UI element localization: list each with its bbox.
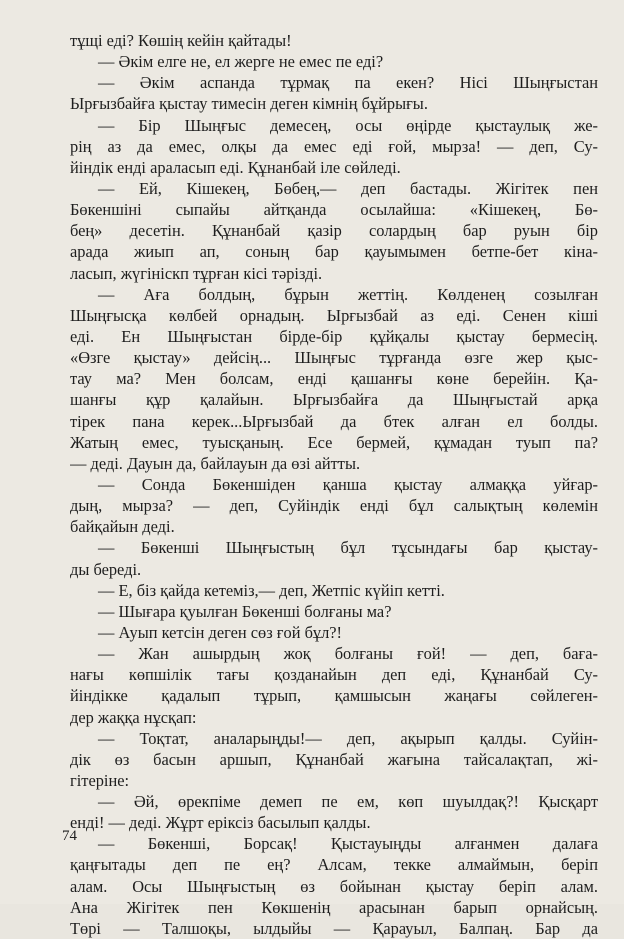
text-line: арада жиып ап, соның бар қауымымен бетпе-бет кіна- bbox=[70, 242, 598, 262]
text-line: — Тоқтат, аналарыңды!— деп, ақырып қалды. Суйін- bbox=[98, 728, 598, 748]
page-text bbox=[70, 30, 598, 939]
text-line: дер жаққа нұсқап: bbox=[70, 707, 197, 727]
text-line: Жатың емес, туысқаның. Есе бермей, құмадан туып па? bbox=[70, 432, 598, 452]
text-line: рің аз да емес, олқы да емес еді ғой, мырза! — деп, Су- bbox=[70, 136, 598, 156]
text-line: ды береді. bbox=[70, 559, 142, 579]
text-line: енді! — деді. Жұрт еріксіз басылып қалды. bbox=[70, 813, 371, 833]
text-line: алам. Осы Шыңғыстың өз бойынан қыстау беріп алам. bbox=[70, 876, 598, 896]
text-line: Төрі — Талшоқы, ылдыйы — Қарауыл, Балпаң. Бар да bbox=[70, 918, 598, 938]
text-line: — Әкім аспанда тұрмақ па екен? Нісі Шыңғыстан bbox=[98, 73, 598, 93]
text-line: Шыңғысқа көлбей орнадың. Ырғызбай аз еді. Сенен кіші bbox=[70, 305, 598, 325]
page-number: 74 bbox=[62, 828, 77, 844]
text-line: — Е, біз қайда кетеміз,— деп, Жетпіс күйіп кетті. bbox=[98, 580, 445, 600]
text-line: шанғы құр қалайын. Ырғызбайға да Шыңғыстай арқа bbox=[70, 390, 598, 410]
text-line: йіндік енді араласып еді. Құнанбай іле сөйледі. bbox=[70, 157, 401, 177]
text-line: тірек пана керек...Ырғызбай да бтек алған ел болды. bbox=[70, 411, 598, 431]
text-line: — Ауып кетсін деген сөз ғой бұл?! bbox=[98, 622, 343, 642]
text-line: байқайын деді. bbox=[70, 517, 175, 537]
text-line: — Сонда Бөкеншіден қанша қыстау алмаққа уйғар- bbox=[98, 474, 598, 494]
text-line: — Аға болдың, бұрын жеттің. Көлденең созылған bbox=[98, 284, 598, 304]
text-line: еді. Ен Шыңғыстан бірде-бір құйқалы қыстау бермесің. bbox=[70, 326, 598, 346]
text-line: — Әкім елге не, ел жерге не емес пе еді? bbox=[98, 52, 384, 72]
text-line: Ырғызбайға қыстау тимесін деген кімнің бұйрығы. bbox=[70, 94, 428, 114]
text-line: йіндікке қадалып тұрып, қамшысын жаңағы сөйлеген- bbox=[70, 686, 598, 706]
text-line: гітеріне: bbox=[70, 770, 130, 790]
text-line: Бөкеншіні сыпайы айтқанда осылайша: «Кішекең, Бө- bbox=[70, 200, 598, 220]
text-line: қаңғытады деп пе ең? Алсам, текке алмаймын, беріп bbox=[70, 855, 598, 875]
text-line: — деді. Дауын да, байлауын да өзі айтты. bbox=[70, 453, 361, 473]
text-line: бең» десетін. Құнанбай қазір солардың бар руын бір bbox=[70, 221, 598, 241]
text-line: нағы көпшілік тағы қозданайын деп еді, Құнанбай Су- bbox=[70, 665, 598, 685]
text-line: ласып, жүгініскп тұрған кісі тәрізді. bbox=[70, 263, 323, 283]
text-line: — Бір Шыңғыс демесең, осы өңірде қыстаулық же- bbox=[98, 115, 598, 135]
text-line: Ана Жігітек пен Көкшенің арасынан барып орнайсың. bbox=[70, 897, 598, 917]
text-line: тұщі еді? Көшің кейін қайтады! bbox=[70, 31, 292, 50]
text-line: — Жан ашырдың жоқ болғаны ғой! — деп, бағa- bbox=[98, 644, 598, 664]
text-line: дың, мырза? — деп, Суйіндік енді бұл салықтың көлемін bbox=[70, 496, 598, 516]
text-line: дік өз басын аршып, Құнанбай жағына тайсалақтап, жі- bbox=[70, 749, 598, 769]
text-line: — Әй, өрекпіме демеп пе ем, көп шуылдақ?! Қысқарт bbox=[98, 792, 598, 812]
text-line: тау ма? Мен болсам, енді қашанғы көне берейін. Қа- bbox=[70, 369, 598, 389]
text-line: «Өзге қыстау» дейсің... Шыңғыс тұрғанда өзге жер қыс- bbox=[70, 348, 598, 368]
text-line: — Бөкенші Шыңғыстың бұл тұсындағы бар қыстау- bbox=[98, 538, 598, 558]
text-line: — Шығара қуылған Бөкенші болғаны ма? bbox=[98, 601, 392, 621]
text-line: — Бөкенші, Борсақ! Қыстауыңды алғанмен далаға bbox=[98, 834, 598, 854]
text-line: — Ей, Кішекең, Бөбең,— деп бастады. Жігітек пен bbox=[98, 178, 598, 198]
